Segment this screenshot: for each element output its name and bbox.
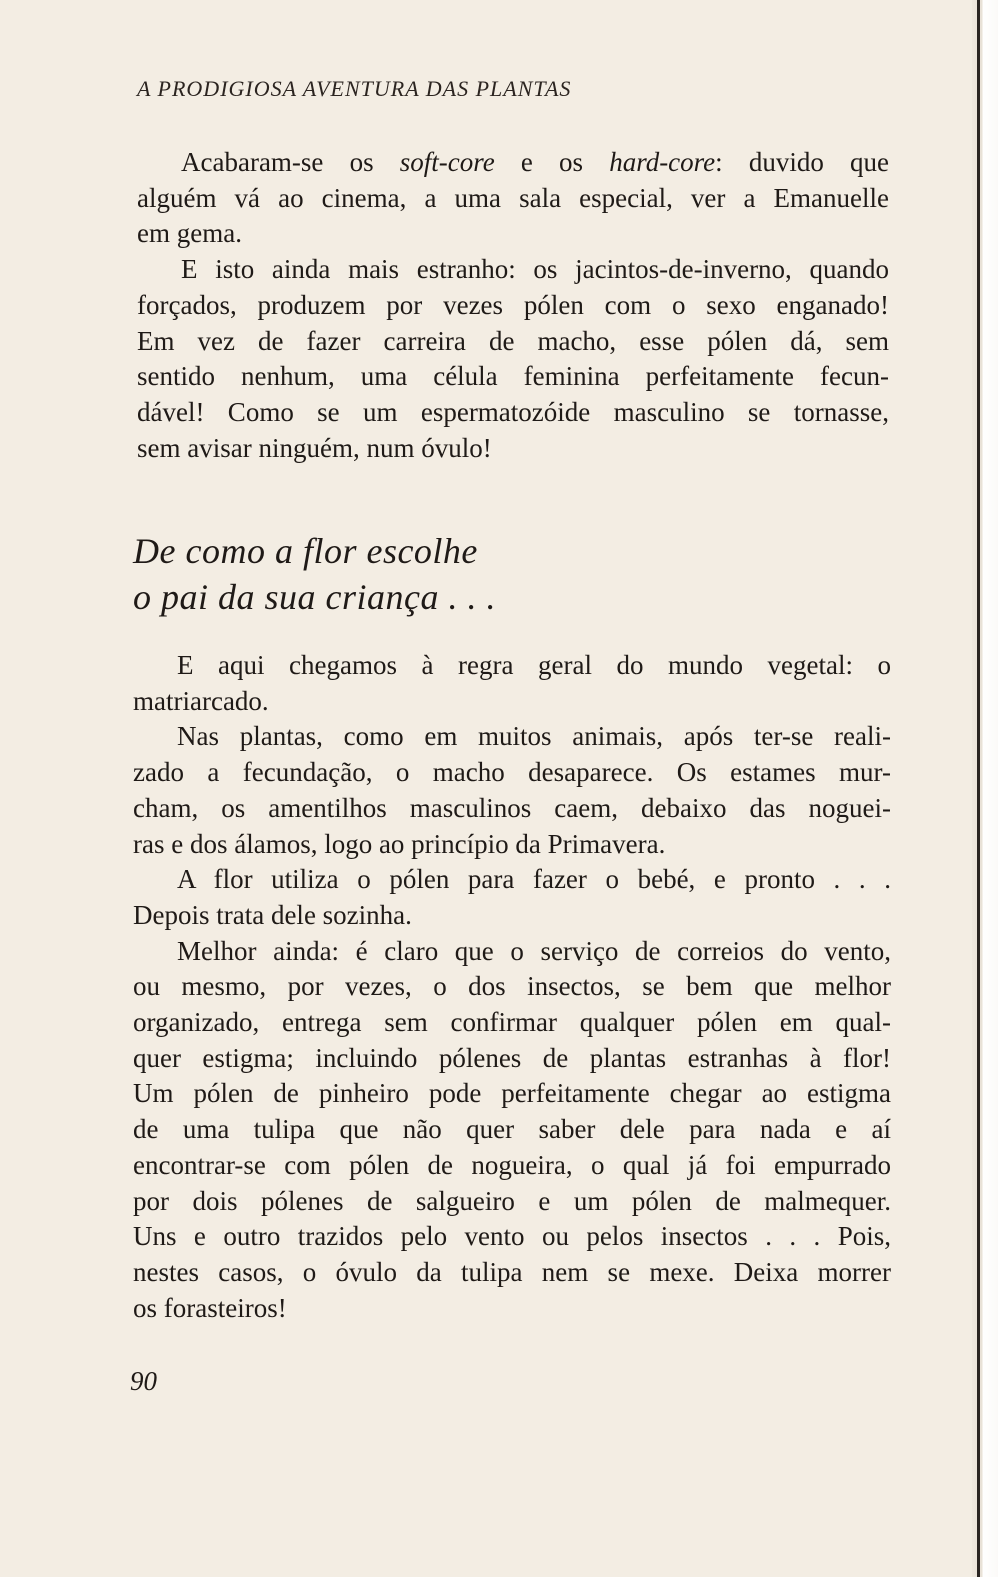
text-line: encontrar-se com pólen de nogueira, o qual já foi empurrado — [133, 1149, 891, 1180]
page-edge-line — [977, 0, 980, 1577]
text-line: sentido nenhum, uma célula feminina perfeitamente fecun- — [137, 361, 889, 392]
text-line: quer estigma; incluindo pólenes de plantas estranhas à flor! — [133, 1042, 891, 1073]
text-line: Melhor ainda: é claro que o serviço de correios do vento, — [177, 935, 891, 966]
text-line: matriarcado. — [133, 685, 269, 716]
section-heading — [133, 528, 496, 620]
text-line: Acabaram-se os soft-core e os hard-core: duvido que — [181, 147, 889, 177]
page-number: 90 — [130, 1366, 157, 1396]
text-line: E isto ainda mais estranho: os jacintos-de-inverno, quando — [181, 254, 889, 285]
text-line: Em vez de fazer carreira de macho, esse pólen dá, sem — [137, 325, 889, 356]
body-text-block-1 — [137, 145, 889, 466]
text-line: em gema. — [137, 218, 242, 249]
text-line: Uns e outro trazidos pelo vento ou pelos insectos . . . Pois, — [133, 1221, 891, 1252]
text-line: organizado, entrega sem confirmar qualquer pólen em qual- — [133, 1007, 891, 1038]
section-heading-line-2: o pai da sua criança . . . — [133, 577, 496, 617]
text-line: dável! Como se um espermatozóide masculino se tornasse, — [137, 396, 889, 427]
text-line: alguém vá ao cinema, a uma sala especial, ver a Emanuelle — [137, 182, 889, 213]
section-heading-line-1: De como a flor escolhe — [133, 531, 478, 571]
text-line: sem avisar ninguém, num óvulo! — [137, 432, 492, 463]
text-line: A flor utiliza o pólen para fazer o bebé, e pronto . . . — [177, 864, 891, 895]
text-line: Um pólen de pinheiro pode perfeitamente chegar ao estigma — [133, 1078, 891, 1109]
text-line: zado a fecundação, o macho desaparece. Os estames mur- — [133, 757, 891, 788]
text-line: cham, os amentilhos masculinos caem, debaixo das noguei- — [133, 792, 891, 823]
text-line: de uma tulipa que não quer saber dele para nada e aí — [133, 1114, 891, 1145]
text-line: ras e dos álamos, logo ao princípio da Primavera. — [133, 828, 666, 859]
text-line: os forasteiros! — [133, 1292, 287, 1323]
text-line: forçados, produzem por vezes pólen com o sexo enganado! — [137, 289, 889, 320]
running-head: A PRODIGIOSA AVENTURA DAS PLANTAS — [137, 76, 572, 101]
text-line: ou mesmo, por vezes, o dos insectos, se bem que melhor — [133, 971, 891, 1002]
text-line: por dois pólenes de salgueiro e um pólen de malmequer. — [133, 1185, 891, 1216]
text-line: E aqui chegamos à regra geral do mundo vegetal: o — [177, 650, 891, 680]
text-line: Depois trata dele sozinha. — [133, 899, 412, 930]
text-line: nestes casos, o óvulo da tulipa nem se mexe. Deixa morrer — [133, 1256, 891, 1287]
page-edge — [972, 0, 998, 1577]
body-text-block-2 — [133, 648, 891, 1326]
text-line: Nas plantas, como em muitos animais, após ter-se reali- — [177, 721, 891, 752]
